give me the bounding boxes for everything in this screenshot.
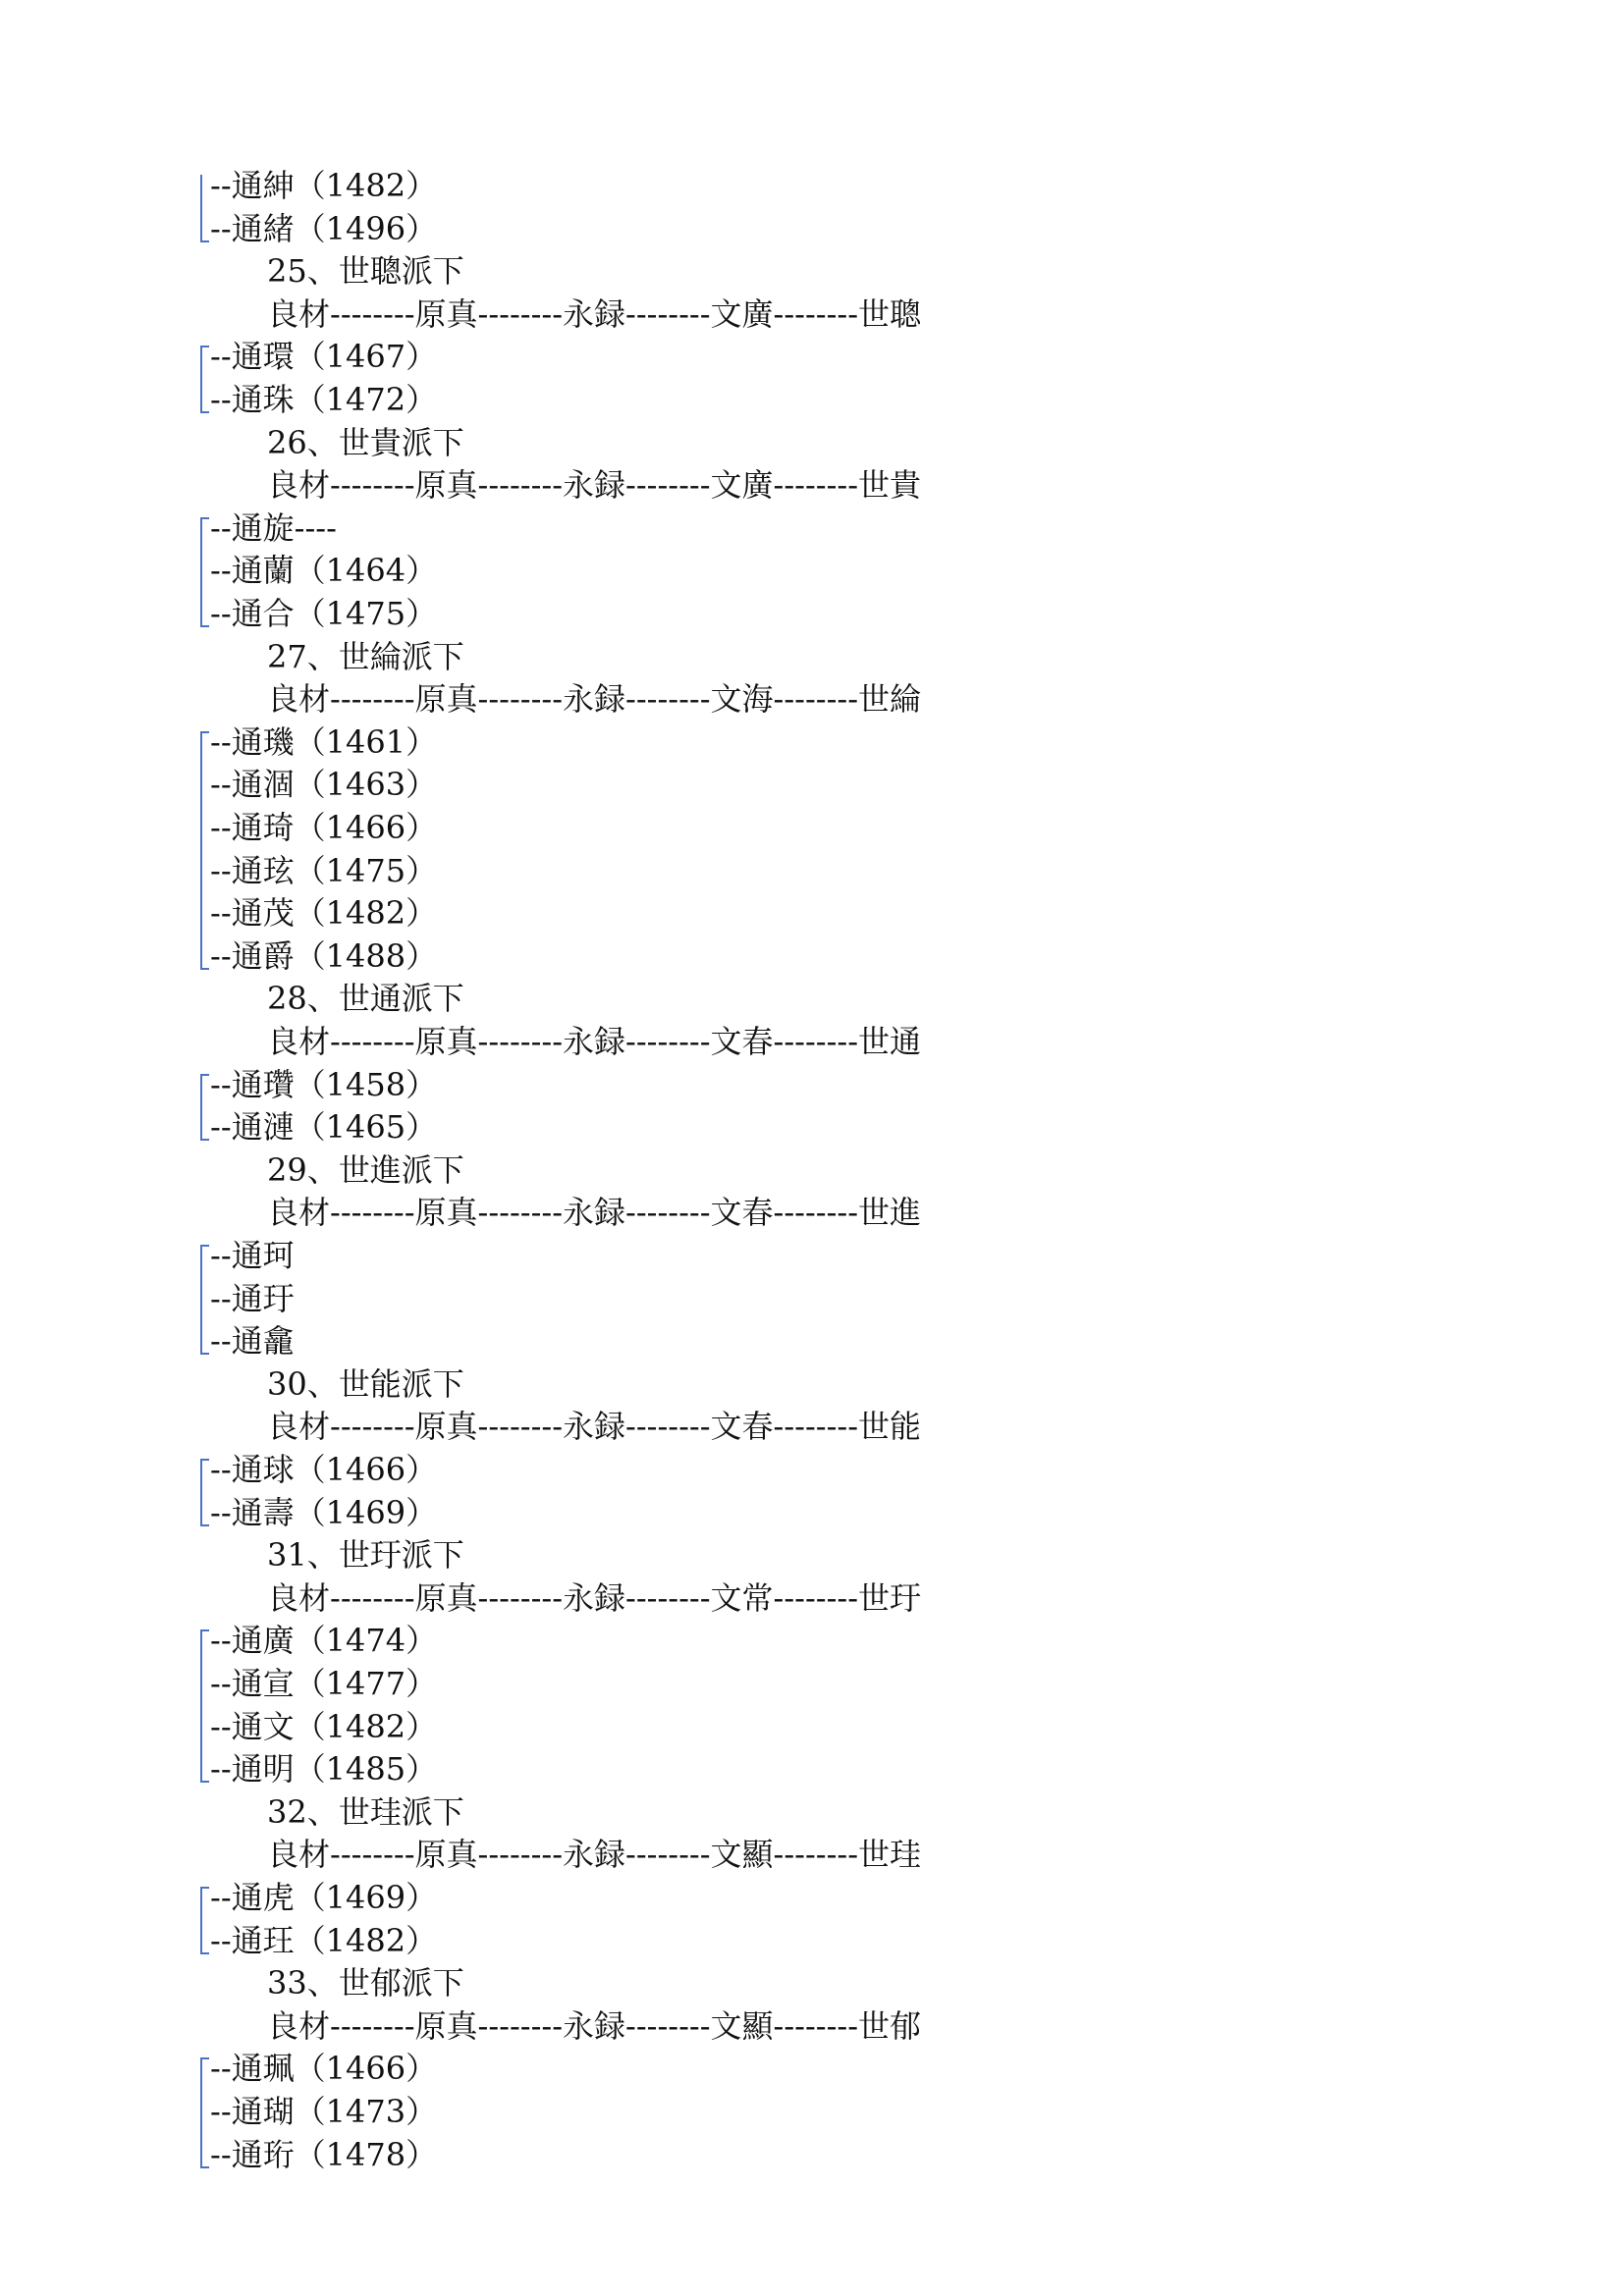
group-bracket [200,731,210,970]
lineage-line: 良材--------原真--------永録--------文春--------世進 [267,1194,922,1232]
child-entry: --通玹（1475） [210,851,438,889]
lineage-line: 良材--------原真--------永録--------文顯--------世郁 [267,2006,922,2045]
branch-heading: 26、世貴派下 [267,423,464,461]
child-entry: --通緒（1496） [210,209,438,247]
child-entry: --通玗 [210,1279,295,1317]
child-entry: --通玨（1482） [210,1921,438,1959]
child-entry: --通蘭（1464） [210,552,438,590]
lineage-line: 良材--------原真--------永録--------文廣--------世貴 [267,466,922,505]
child-entry: --通環（1467） [210,338,438,376]
child-entry: --通漣（1465） [210,1108,438,1147]
child-entry: --通珠（1472） [210,381,438,418]
branch-heading: 28、世通派下 [267,980,464,1018]
group-bracket [200,2057,210,2167]
child-entry: --通龕 [210,1322,295,1361]
group-bracket [200,346,210,413]
child-entry: --通壽（1469） [210,1493,438,1531]
lineage-line: 良材--------原真--------永録--------文常--------世玗 [267,1578,922,1617]
group-bracket [200,1459,210,1526]
child-entry: --通合（1475） [210,595,438,632]
group-bracket [200,1887,210,1954]
child-entry: --通珂 [210,1237,295,1274]
child-entry: --通璣（1461） [210,722,438,761]
branch-heading: 33、世郁派下 [267,1964,464,2002]
child-entry: --通旋---- [210,508,337,547]
branch-heading: 32、世珪派下 [267,1792,464,1831]
child-entry: --通瑚（1473） [210,2093,438,2130]
child-entry: --通爵（1488） [210,936,438,975]
child-entry: --通虎（1469） [210,1879,438,1916]
child-entry: --通文（1482） [210,1707,438,1745]
lineage-line: 良材--------原真--------永録--------文海--------世綸 [267,680,922,719]
child-entry: --通廣（1474） [210,1622,438,1660]
child-entry: --通琦（1466） [210,809,438,846]
lineage-line: 良材--------原真--------永録--------文春--------世通 [267,1023,922,1060]
group-bracket [200,175,210,242]
child-entry: --通明（1485） [210,1750,438,1789]
child-entry: --通涸（1463） [210,766,438,804]
group-bracket [200,1074,210,1142]
child-entry: --通珩（1478） [210,2135,438,2173]
lineage-line: 良材--------原真--------永録--------文春--------世能 [267,1408,922,1446]
child-entry: --通茂（1482） [210,894,438,933]
branch-heading: 30、世能派下 [267,1364,464,1403]
group-bracket [200,517,210,627]
group-bracket [200,1629,210,1783]
group-bracket [200,1245,210,1355]
branch-heading: 29、世進派下 [267,1150,464,1189]
child-entry: --通珮（1466） [210,2050,438,2088]
child-entry: --通球（1466） [210,1451,438,1488]
branch-heading: 25、世聰派下 [267,252,464,291]
child-entry: --通紳（1482） [210,167,438,204]
lineage-line: 良材--------原真--------永録--------文顯--------世珪 [267,1836,922,1874]
lineage-line: 良材--------原真--------永録--------文廣--------世聰 [267,294,922,333]
branch-heading: 31、世玗派下 [267,1536,464,1575]
child-entry: --通宣（1477） [210,1665,438,1702]
branch-heading: 27、世綸派下 [267,637,464,675]
child-entry: --通瓚（1458） [210,1065,438,1103]
